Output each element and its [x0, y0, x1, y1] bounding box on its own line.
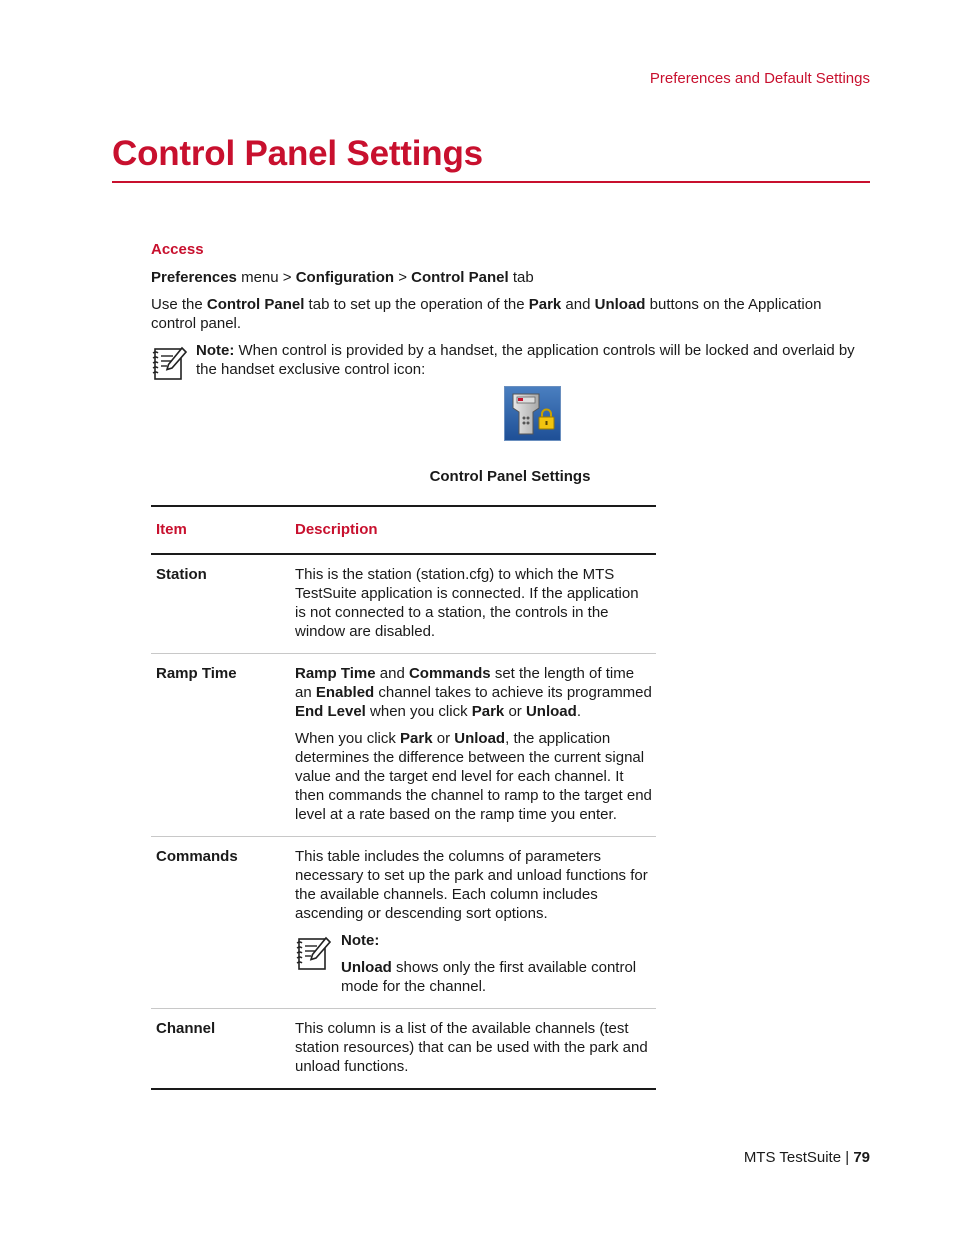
path-control-panel: Control Panel [411, 269, 509, 286]
body-content [151, 240, 866, 382]
handset-lock-icon [504, 386, 561, 441]
inner-note-block [295, 931, 652, 996]
path-configuration: Configuration [295, 269, 395, 286]
access-path: Preferences menu > Configuration > Control Panel tab [151, 269, 534, 286]
column-header-item: Item [156, 520, 187, 538]
row-item-ramp-time: Ramp Time [156, 665, 237, 682]
note-pencil-icon [151, 344, 187, 382]
access-heading: Access [151, 241, 204, 258]
footer-product: MTS TestSuite [743, 1149, 842, 1166]
row-description: This is the station (station.cfg) to which the MTS TestSuite application is connected. If the application is not connected to a station, the controls in the window are disabled. [295, 566, 639, 640]
row-description: Ramp Time and Commands set the length of time an Enabled channel takes to achieve its programmed End Level when you click Park or Unload. When you click Park or Unload, the application determines the difference between the current signal value and the target end level for each channel. It then commands the channel to ramp to the target end level at a rate based on the ramp time you enter. [295, 665, 652, 823]
path-preferences: Preferences [151, 269, 237, 286]
page-number: 79 [853, 1149, 870, 1166]
note-label: Note: [196, 342, 235, 359]
running-header: Preferences and Default Settings [649, 70, 870, 87]
title-rule [112, 181, 870, 183]
table-row [151, 837, 656, 1009]
row-item-channel: Channel [156, 1020, 216, 1037]
table-header-row [151, 506, 656, 554]
column-header-description: Description [295, 520, 378, 538]
table-row [151, 554, 656, 654]
note-pencil-icon [295, 934, 331, 972]
note-text: Note: When control is provided by a handset, the application controls will be locked and overlaid by the handset exclusive control icon: [196, 342, 855, 378]
page-title: Control Panel Settings [112, 134, 483, 173]
table-caption: Control Panel Settings [429, 468, 591, 485]
row-description: This column is a list of the available channels (test station resources) that can be used with the park and unload functions. [295, 1020, 648, 1075]
inner-note-label: Note: [341, 932, 380, 949]
intro-paragraph: Use the Control Panel tab to set up the operation of the Park and Unload buttons on the Application control panel. [151, 296, 822, 332]
row-item-station: Station [156, 566, 207, 583]
inner-note-text: Note: Unload shows only the first available control mode for the channel. [341, 932, 637, 995]
page-footer: MTS TestSuite | 79 [743, 1149, 870, 1166]
row-description: This table includes the columns of parameters necessary to set up the park and unload functions for the available channels. Each column includes ascending or descending sort options. Note: Unload shows only the first available control mode for the channel. [290, 837, 656, 1009]
row-item-commands: Commands [156, 848, 238, 865]
note-block [151, 341, 866, 382]
table-row [151, 1009, 656, 1090]
table-row [151, 654, 656, 837]
settings-table [151, 505, 656, 1090]
